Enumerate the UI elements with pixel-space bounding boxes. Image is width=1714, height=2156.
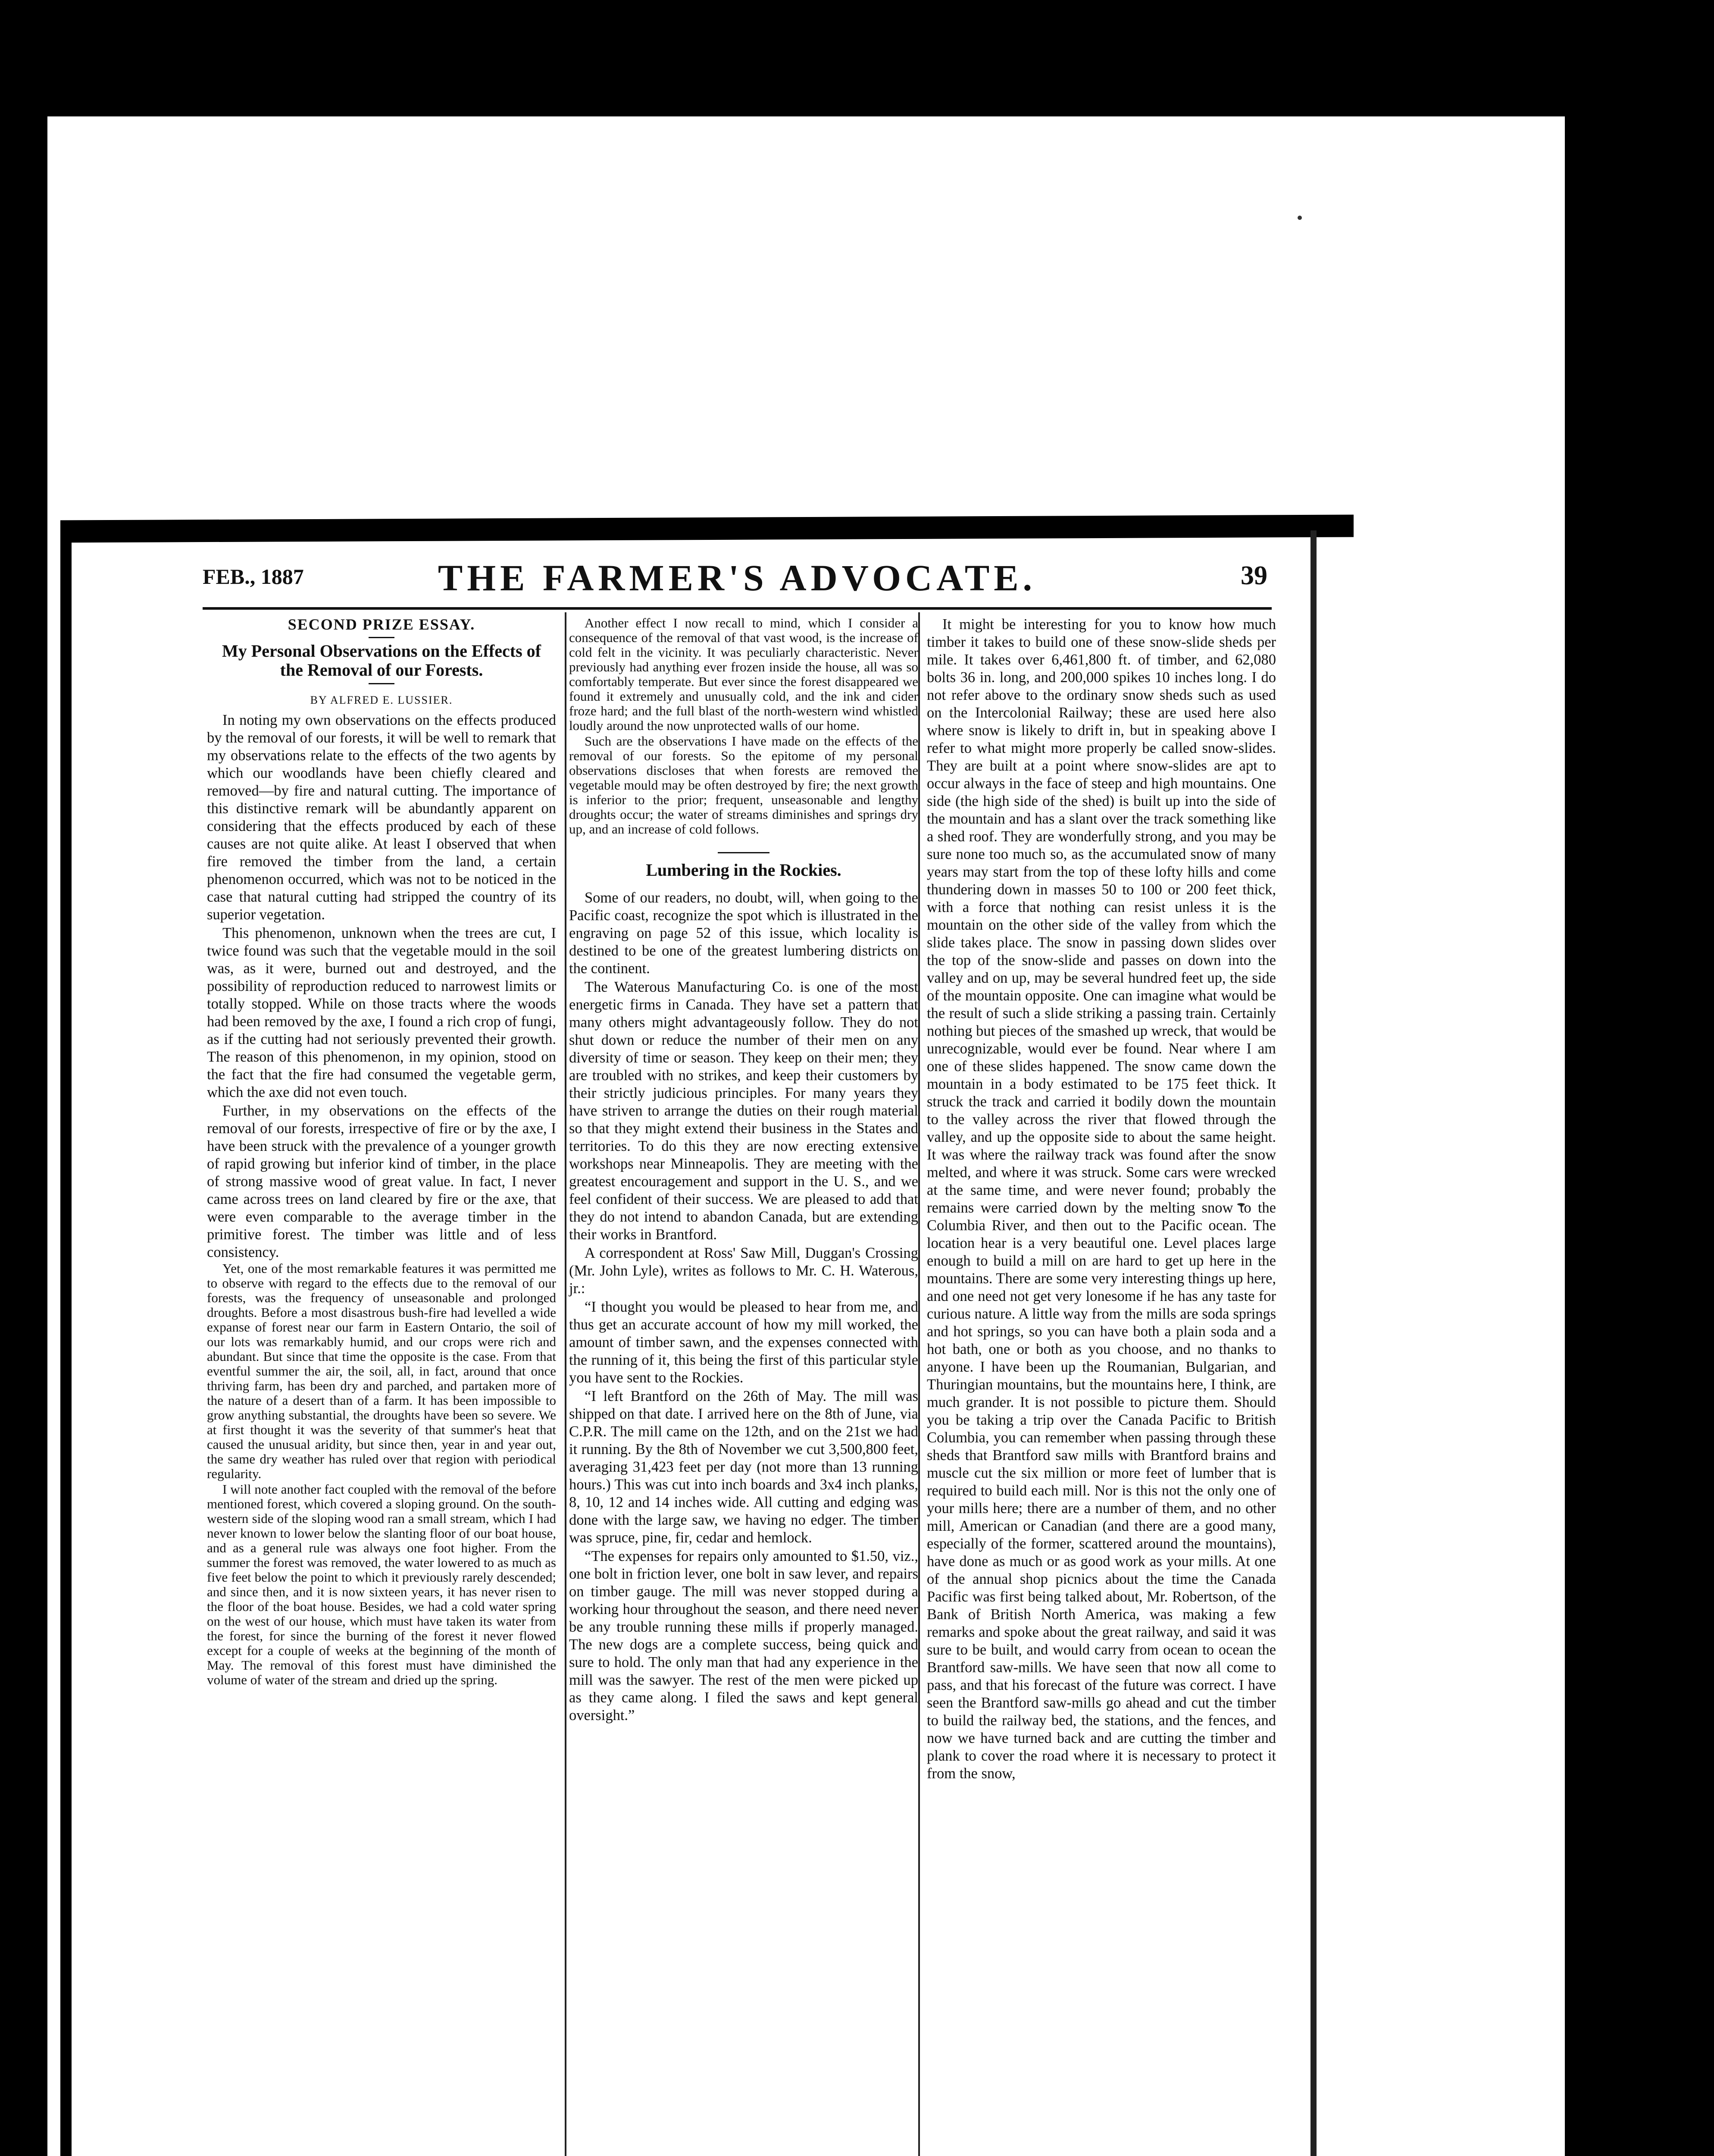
column-divider — [565, 612, 566, 2156]
paragraph: In noting my own observations on the effects produced by the removal of our forests, it will be well to remark that my observations relate to the effects of the two agents by which our woodlands have been chiefly cleared and removed—by fire and natural cutting. The importance of this distinctive remark will be abundantly apparent on considering that the effects produced by each of these causes are not quite alike. At least I observed that when fire removed the timber from the land, a certain phenomenon occurred, which was not to be noticed in the case that natural cutting had stripped the country of its superior vegetation. — [207, 712, 556, 923]
page-left-edge — [60, 530, 72, 2156]
paragraph: The Waterous Manufacturing Co. is one of the most energetic firms in Canada. They have set a pattern that many others might advantageously follow. They do not shut down or reduce the number of their men on any diversity of time or season. They keep on their men; they are troubled with no strikes, and keep their customers by their strictly judicious principles. For many years they have striven to arrange the duties on their rough material so that they might extend their business in the States and territories. To do this they are now erecting extensive workshops near Minneapolis. They are meeting with the greatest encouragement and support in the U. S., and we feel confident of their success. We are pleased to add that they do not intend to abandon Canada, but are extending their works in Brantford. — [569, 979, 918, 1243]
scanned-page — [47, 116, 1565, 2156]
byline: BY ALFRED E. LUSSIER. — [310, 694, 453, 706]
paragraph: “I thought you would be pleased to hear from me, and thus get an accurate account of how my mill worked, the amount of timber sawn, and the expenses connected with the running of it, this being the first of this particular style you have sent to the Rockies. — [569, 1299, 918, 1386]
paragraph: “I left Brantford on the 26th of May. The mill was shipped on that date. I arrived here on the 8th of June, via C.P.R. The mill came on the 12th, and on the 21st we had it running. By the 8th of November we cut 3,500,800 feet, averaging 31,423 feet per day (not more than 13 running hours.) This was cut into inch boards and 3x4 inch planks, 8, 10, 12 and 14 inches wide. All cutting and edging was done with the large saw, we having no edger. The timber was spruce, pine, fir, cedar and hemlock. — [569, 1388, 918, 1546]
paragraph: It might be interesting for you to know how much timber it takes to build one of these snow-slide sheds per mile. It takes over 6,461,800 ft. of timber, and 62,080 bolts 36 in. long, and 200,000 spikes 10 inches long. I do not refer above to the ordinary snow sheds such as used on the Intercolonial Railway; these are used here also where snow is likely to drift in, but in speaking above I refer to what might more properly be called snow-slides. They are built at a point where snow-slides are apt to occur always in the face of steep and high mountains. One side (the high side of the shed) is built up into the side of the mountain and has a slant over the track something like a shed roof. They are wonderfully strong, and you may be sure none too much so, as the accumulated snow of many years may start from the top of these lofty hills and come thundering down in masses 50 to 100 or 200 feet thick, with a force that nothing can resist unless it is the mountain on the other side of the valley from which the slide takes place. The snow in passing down slides over the top of the snow-slide and passes on down into the valley and on up, may be several hundred feet up, the side of the mountain opposite. One can imagine what would be the result of such a slide striking a passing train. Certainly nothing but pieces of the smashed up wreck, that would be unrecognizable, would ever be found. Near where I am one of these slides happened. The snow came down the mountain in a body estimated to be 175 feet thick. It struck the track and carried it bodily down the mountain to the valley across the river that flowed through the valley, and up the opposite side to about the same height. It was where the railway track was found after the snow melted, and where it was struck. Some cars were wrecked at the same time, and were never found; probably the remains were carried down by the melting snow to the Columbia River, and then out to the Pacific ocean. The location hear is a very beautiful one. Level places large enough to build a mill on are hard to get up here in the mountains. There are some very interesting things up here, and one need not get very lonesome if he has any taste for curious nature. A little way from the mills are soda springs and hot springs, so you can have both a plain soda and a hot bath, one or both as you choose, and no thanks to anyone. I have been up the Roumanian, Bulgarian, and Thuringian mountains, but the mountains here, I think, are much grander. It is not possible to picture them. Should you be taking a trip over the Canada Pacific to British Columbia, you can remember when passing through these sheds that Brantford saw mills with Brantford brains and muscle cut the six million or more feet of lumber that is required to build each mill. Nor is this not the only one of your mills here; there are a number of them, and no other mill, American or Canadian (and there are a good many, especially of the former, scattered around the mountains), have done as much or as good work as your mills. At one of the annual shop picnics about the time the Canada Pacific was first being talked about, Mr. Robertson, of the Bank of British North America, was making a few remarks and spoke about the great railway, and said it was sure to be built, and would carry from ocean to ocean the Brantford saw-mills. We have seen that now all come to pass, and that his forecast of the future was correct. I have seen the Brantford saw-mills go ahead and cut the timber to build the railway bed, the stations, and the fences, and now we have turned back and are cutting the timber and plank to cover the road where it is necessary to protect it from the snow, — [927, 616, 1276, 1782]
divider — [369, 637, 394, 638]
issue-date: FEB., 1887 — [203, 564, 304, 589]
column-right — [927, 616, 1276, 1783]
essay-title: My Personal Observations on the Effects of the Removal of our Forests. — [222, 641, 541, 680]
divider — [718, 852, 769, 853]
paragraph: Some of our readers, no doubt, will, when going to the Pacific coast, recognize the spot which is illustrated in the engraving on page 52 of this issue, which locality is destined to be one of the greatest lumbering districts on the continent. — [569, 890, 918, 977]
paragraph: Such are the observations I have made on the effects of the removal of our forests. So the epitome of my personal observations discloses that when forests are removed the vegetable mould may be often destroyed by fire; the next growth is inferior to the prior; frequent, unseasonable and lengthy droughts occur; the water of streams diminishes and springs dry up, and an increase of cold follows. — [569, 733, 918, 837]
scan-border-top — [0, 0, 1714, 116]
essay-label: SECOND PRIZE ESSAY. — [288, 616, 475, 633]
page-header — [203, 556, 1267, 604]
paragraph: I will note another fact coupled with the removal of the before mentioned forest, which covered a sloping ground. On the south-western side of the sloping wood ran a small stream, which I had never known to lower below the slanting floor of our boat house, and as a general rule was always one foot higher. From the summer the forest was removed, the water lowered to as much as five feet below the point to which it previously rarely descended; and since then, and it is now sixteen years, it has never risen to the floor of the boat house. Besides, we had a cold water spring on the west of our house, which must have taken its water from the forest, for since the burning of the forest it never flowed except for a couple of weeks at the beginning of the month of May. The removal of this forest must have diminished the volume of water of the stream and dried up the spring. — [207, 1482, 556, 1687]
column-left — [207, 616, 556, 1687]
paragraph: Yet, one of the most remarkable features it was permitted me to observe with regard to the effects due to the removal of our forests, was the frequency of unseasonable and prolonged droughts. Before a most disastrous bush-fire had levelled a wide expanse of forest near our farm in Eastern Ontario, the soil of our lots was remarkably humid, and our crops were rich and abundant. But since that time the opposite is the case. From that eventful summer the air, the soil, all, in fact, around that once thriving farm, has been dry and parched, and partaken more of the nature of a desert than of a farm. It has been impossible to grow anything substantial, the droughts have been so severe. We at first thought it was the severity of that summer's heat that caused the unusual aridity, but since then, year in and year out, the same dry weather has ruled over that region with periodical regularity. — [207, 1261, 556, 1481]
dust-speck — [1298, 216, 1302, 220]
page-top-shadow — [60, 514, 1354, 542]
column-divider — [918, 612, 920, 2156]
paragraph: Another effect I now recall to mind, which I consider a consequence of the removal of that vast wood, is the increase of cold felt in the vicinity. It was peculiarly characteristic. Never previously had anything ever frozen inside the house, all was so comfortably temperate. But ever since the forest disappeared we found it extremely and unusually cold, and the ink and cider froze hard; and the full blast of the north-western wind whistled loudly around the now unprotected walls of our home. — [569, 615, 918, 733]
paragraph: A correspondent at Ross' Saw Mill, Duggan's Crossing (Mr. John Lyle), writes as follows to Mr. C. H. Waterous, jr.: — [569, 1245, 918, 1297]
scan-border-left — [0, 116, 47, 2156]
divider — [369, 683, 394, 684]
column-middle — [569, 616, 918, 1724]
page-number: 39 — [1241, 561, 1267, 590]
paragraph: This phenomenon, unknown when the trees are cut, I twice found was such that the vegetable mould in the soil was, as it were, burned out and destroyed, and the possibility of reproduction reduced to narrowest limits or totally stopped. While on those tracts where the woods had been removed by the axe, I found a rich crop of fungi, as if the cutting had not seriously prevented their growth. The reason of this phenomenon, in my opinion, stood on the fact that the fire had consumed the vegetable germ, which the axe did not even touch. — [207, 925, 556, 1100]
paragraph: “The expenses for repairs only amounted to $1.50, viz., one bolt in friction lever, one bolt in saw lever, and repairs on timber gauge. The mill was never stopped during a working hour throughout the season, and there need never be any trouble running these mills if properly managed. The new dogs are a complete success, being quick and sure to hold. The only man that had any experience in the mill was the sawyer. The rest of the men were picked up as they came along. I filed the saws and kept general oversight.” — [569, 1548, 918, 1724]
header-rule — [203, 607, 1272, 610]
section-title: Lumbering in the Rockies. — [646, 860, 841, 880]
scan-border-right — [1565, 116, 1714, 2156]
masthead: THE FARMER'S ADVOCATE. — [438, 557, 1037, 599]
page-right-edge — [1311, 530, 1317, 2156]
paragraph: Further, in my observations on the effects of the removal of our forests, irrespective of fire or by the axe, I have been struck with the prevalence of a younger growth of rapid growing but inferior kind of timber, in the place of strong massive wood of great value. In fact, I never came across trees on land cleared by fire or the axe, that were even comparable to the average timber in the primitive forest. The timber was little and of less consistency. — [207, 1103, 556, 1260]
